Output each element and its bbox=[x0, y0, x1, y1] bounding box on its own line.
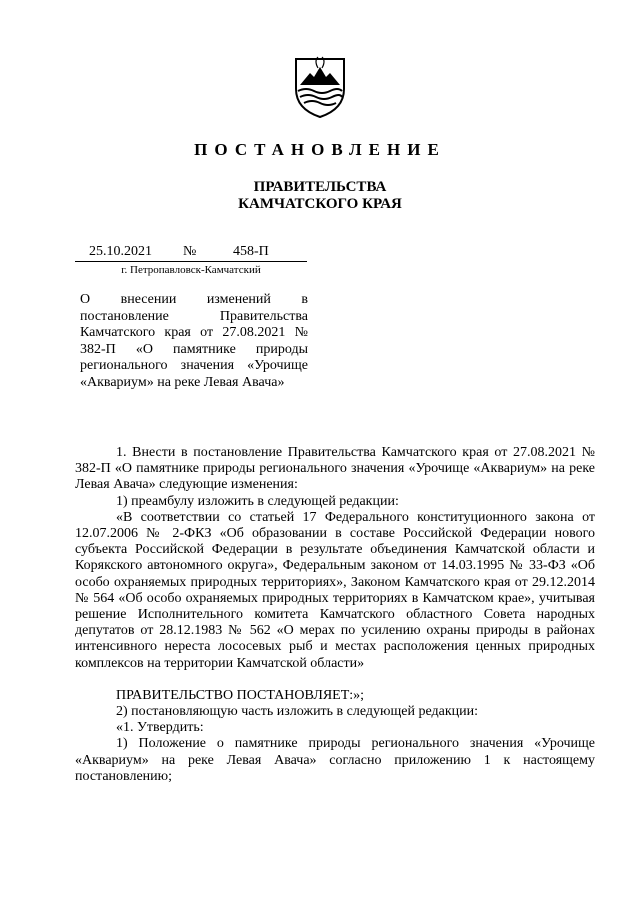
issuer-line-1: ПРАВИТЕЛЬСТВА bbox=[253, 179, 387, 195]
document-date: 25.10.2021 bbox=[89, 244, 152, 259]
kamchatka-coat-of-arms-icon bbox=[292, 55, 348, 119]
paragraph-5: 2) постановляющую часть изложить в следующей редакции: bbox=[116, 704, 479, 720]
issuer-line-2: КАМЧАТСКОГО КРАЯ bbox=[238, 196, 402, 212]
paragraph-4: ПРАВИТЕЛЬСТВО ПОСТАНОВЛЯЕТ:»; bbox=[116, 687, 365, 703]
date-number-underline bbox=[75, 261, 307, 262]
paragraph-2: 1) преамбулу изложить в следующей редакции: bbox=[116, 493, 399, 509]
paragraph-3: «В соответствии со статьей 17 Федерального конституционного закона от 12.07.2006 № 2-ФКЗ «Об образовании в составе Российской Федерации нового субъекта Российской Федерации в результате объединения Камчатской области и Корякского автономного округа», Федеральным законом от 14.03.1995 № 33-ФЗ «Об особо охраняемых природных территориях», Законом Камчатского края от 29.12.2014 № 564 «Об особо охраняемых природных территориях в Камчатском крае», учитывая решение Исполнительного комитета Камчатского областного Совета народных депутатов от 28.12.1983 № 562 «О мерах по усилению охраны природы в районах интенсивного нереста лососевых рыб и местах расположения ценных природных комплексов на территории Камчатской области» bbox=[75, 509, 595, 671]
paragraph-7: 1) Положение о памятнике природы регионального значения «Урочище «Аквариум» на реке Левая Авача» согласно приложению 1 к настоящему постановлению; bbox=[75, 736, 595, 784]
document-body bbox=[75, 445, 595, 785]
document-number: 458-П bbox=[233, 244, 269, 259]
paragraph-1: 1. Внести в постановление Правительства Камчатского края от 27.08.2021 № 382-П «О памятнике природы регионального значения «Урочище «Аквариум» на реке Левая Авача» следующие изменения: bbox=[75, 445, 595, 493]
document-type: ПОСТАНОВЛЕНИЕ bbox=[194, 140, 446, 159]
date-number-row bbox=[75, 244, 307, 262]
paragraph-6: «1. Утвердить: bbox=[116, 720, 204, 736]
document-city: г. Петропавловск-Камчатский bbox=[121, 264, 261, 276]
document-subject: О внесении изменений в постановление Правительства Камчатского края от 27.08.2021 № 382-П «О памятнике природы регионального значения «Урочище «Аквариум» на реке Левая Авача» bbox=[80, 292, 308, 390]
number-label: № bbox=[183, 244, 197, 259]
